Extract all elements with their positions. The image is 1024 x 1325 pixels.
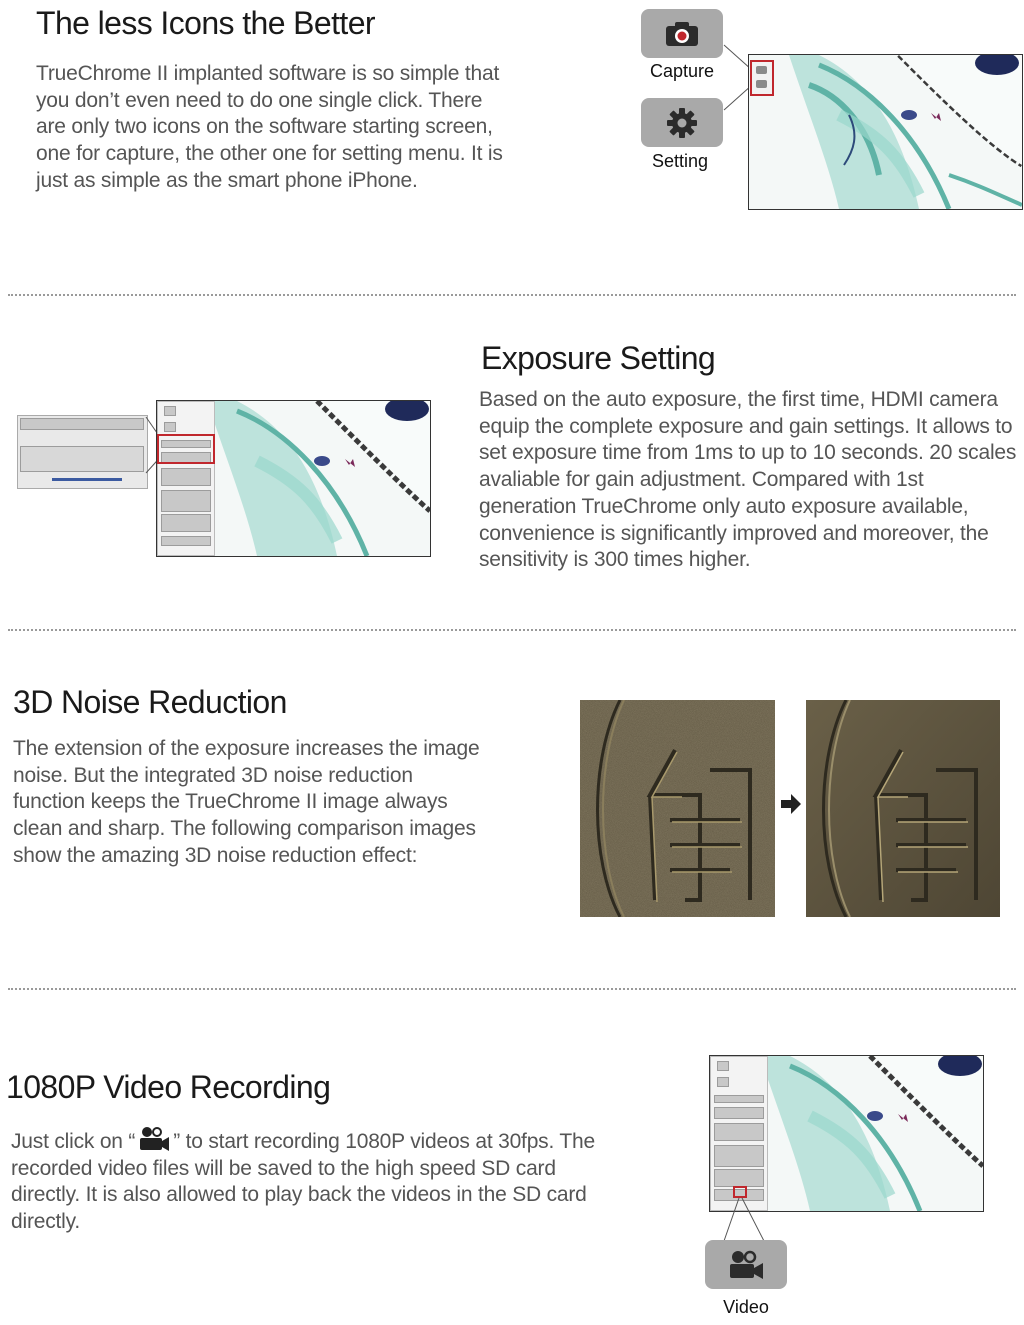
highlight-box bbox=[750, 60, 774, 96]
section3-body: The extension of the exposure increases the image noise. But the integrated 3D noise reduction function keeps the TrueChrome II image always clean and sharp. The following comparison images show the amazing 3D noise reduction effect: bbox=[13, 737, 480, 867]
section4-body-prefix: Just click on “ bbox=[11, 1130, 136, 1153]
video-callout-lines bbox=[720, 1197, 770, 1243]
video-camera-icon bbox=[727, 1250, 765, 1280]
coin-clean-image bbox=[806, 700, 1000, 917]
divider bbox=[8, 294, 1016, 296]
section3-title: 3D Noise Reduction bbox=[13, 684, 287, 720]
exposure-highlight-box bbox=[157, 434, 215, 464]
arrow-right-icon bbox=[780, 793, 802, 815]
divider bbox=[8, 988, 1016, 990]
settings-sidebar bbox=[157, 401, 215, 556]
micrograph-image bbox=[748, 54, 1023, 210]
setting-label: Setting bbox=[651, 151, 709, 171]
section1-body: TrueChrome II implanted software is so simple that you don’t even need to do one single click. There are only two icons on the software starting screen, one for capture, the other one for setting menu. It is just as simple as the smart phone iPhone. bbox=[36, 62, 503, 192]
section4-body-suffix: ” to start recording 1080P videos at 30fps. The recorded video files will be saved to the high speed SD card directly. It is also allowed to play back the videos in the SD card directly. bbox=[11, 1130, 595, 1234]
video-button[interactable] bbox=[705, 1240, 787, 1289]
video-camera-icon bbox=[137, 1126, 171, 1152]
section4-title: 1080P Video Recording bbox=[6, 1069, 331, 1105]
gear-icon bbox=[666, 107, 698, 139]
divider bbox=[8, 629, 1016, 631]
coin-noisy-image bbox=[580, 700, 775, 917]
section4-body bbox=[11, 1126, 601, 1236]
capture-button[interactable] bbox=[641, 9, 723, 58]
camera-icon bbox=[665, 21, 699, 47]
capture-label: Capture bbox=[649, 61, 715, 81]
section2-body: Based on the auto exposure, the first time, HDMI camera equip the complete exposure and gain settings. It allows to set exposure time from 1ms to up to 10 seconds. 20 scales avaliable for gain adjustment. Compared with 1st generation TrueChrome only auto exposure available, convenience is significantly improved and moreover, the sensitivity is 300 times higher. bbox=[479, 388, 1017, 572]
exposure-zoom-panel bbox=[17, 415, 148, 489]
setting-button[interactable] bbox=[641, 98, 723, 147]
video-label: Video bbox=[723, 1297, 769, 1317]
section1-title: The less Icons the Better bbox=[36, 5, 375, 41]
section2-title: Exposure Setting bbox=[481, 340, 716, 376]
